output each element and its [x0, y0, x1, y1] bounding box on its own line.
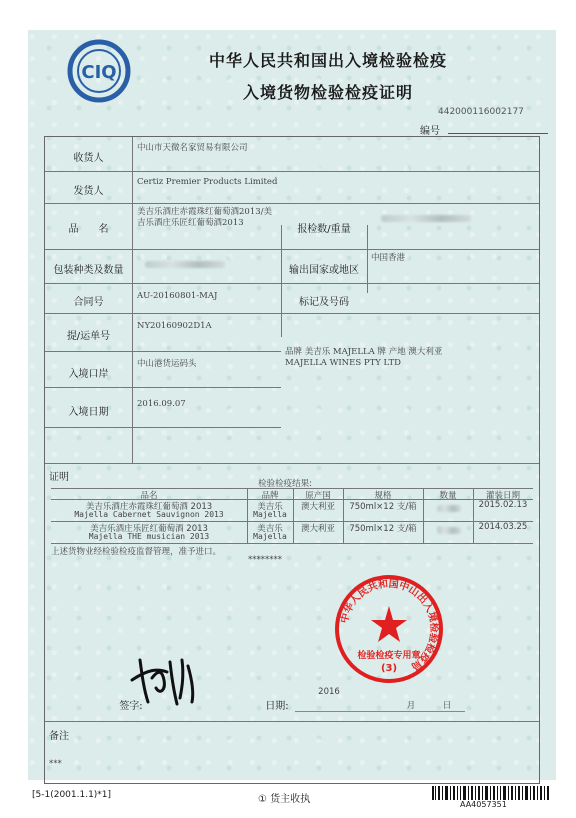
- origin-country-label: 输出国家或地区: [289, 265, 359, 276]
- sign-year: 2016: [318, 687, 340, 697]
- row2-name-en: Majella THE musician 2013: [88, 532, 210, 541]
- col-header-qty: 数量: [439, 491, 457, 501]
- results-title: 检验检疫结果:: [258, 479, 312, 489]
- remarks-label: 备注: [49, 731, 69, 742]
- consignor-value: Certiz Premier Products Limited: [137, 177, 278, 187]
- title-line-2: 入境货物检验检疫证明: [242, 83, 413, 102]
- row1-brand-en: Majella: [253, 510, 287, 519]
- results-table-bottom: [51, 543, 533, 544]
- col-header-name: 品名: [140, 491, 158, 501]
- seal-number: (3): [380, 663, 398, 674]
- col-header-fill-date: 灌装日期: [485, 491, 520, 501]
- handwritten-signature: [122, 640, 212, 710]
- goods-value: 美吉乐酒庄赤霞珠红葡萄酒2013/美吉乐酒庄乐匠红葡萄酒2013: [137, 207, 272, 228]
- consignor-label: 发货人: [73, 186, 104, 197]
- approval-statement: 上述货物业经检验检疫监督管理，准予进口。: [51, 547, 222, 557]
- form-code: [5-1(2001.1.1)*1]: [32, 790, 112, 800]
- bill-of-lading-value: NY20160902D1A: [137, 321, 212, 331]
- row2-redacted-qty: [437, 527, 461, 534]
- row-line: [45, 351, 281, 352]
- goods-label: 品 名: [68, 224, 109, 235]
- row2-fill-date: 2014.03.25: [478, 522, 528, 532]
- sign-date-label: 日期:: [265, 701, 289, 712]
- redacted-package: [145, 261, 225, 268]
- seal-star-icon: [371, 606, 407, 642]
- col-header-spec: 规格: [374, 491, 392, 501]
- sign-day: 日: [442, 701, 452, 711]
- number-underline: [448, 133, 548, 134]
- origin-country-value: 中国香港: [371, 253, 406, 263]
- row1-name-cn: 美吉乐酒庄赤霞珠红葡萄酒 2013: [85, 502, 213, 512]
- inspection-qty-label: 报检数/重量: [297, 224, 351, 235]
- row1-brand-cn: 美吉乐: [257, 502, 283, 512]
- logo-text: CIQ: [81, 62, 117, 83]
- row-line: [45, 203, 539, 204]
- entry-port-label: 入境口岸: [68, 369, 109, 380]
- mid-divider-left: [281, 225, 282, 337]
- row2-brand-cn: 美吉乐: [257, 524, 283, 534]
- row1-origin: 澳大利亚: [300, 502, 335, 512]
- row-line: [45, 427, 281, 428]
- entry-port-value: 中山港货运码头: [137, 359, 197, 369]
- signature-label: 签字:: [119, 701, 143, 712]
- entry-date-label: 入境日期: [68, 407, 109, 418]
- row2-name-cn: 美吉乐酒庄乐匠红葡萄酒 2013: [90, 524, 208, 534]
- row-line: [45, 463, 539, 464]
- entry-date-value: 2016.09.07: [137, 399, 186, 409]
- row-line: [45, 721, 539, 722]
- marks-value: 品牌 美吉乐 MAJELLA 牌 产地 澳大利亚 MAJELLA WINES PTY LTD: [285, 347, 443, 368]
- certificate-sheet: [28, 30, 556, 780]
- row1-spec: 750ml×12 支/箱: [349, 502, 417, 512]
- row1-fill-date: 2015.02.13: [478, 500, 528, 510]
- redacted-inspection-qty: [381, 215, 471, 222]
- bill-of-lading-label: 提/运单号: [66, 331, 111, 342]
- row-line: [45, 249, 539, 250]
- col-header-origin: 原产国: [305, 491, 331, 501]
- label-column-divider: [132, 137, 133, 463]
- sign-date-underline: [295, 711, 465, 712]
- copy-holder-label: ① 货主收执: [258, 794, 311, 805]
- official-seal-stamp: [334, 574, 444, 684]
- barcode: [432, 786, 550, 800]
- consignee-value: 中山市天微名家贸易有限公司: [137, 143, 248, 153]
- consignee-label: 收货人: [73, 153, 104, 164]
- statement-stars: ********: [248, 555, 282, 565]
- contract-label: 合同号: [73, 297, 104, 308]
- seal-bottom-text: 检验检疫专用章: [357, 651, 421, 661]
- serial-number: 442000116002177: [438, 107, 524, 117]
- row-line: [45, 313, 539, 314]
- contract-value: AU-20160801-MAJ: [137, 291, 218, 301]
- cert-label: 证明: [49, 472, 69, 483]
- row1-name-en: Majella Cabernet Sauvignon 2013: [74, 510, 224, 519]
- row2-brand-en: Majella: [253, 532, 287, 541]
- row2-origin: 澳大利亚: [300, 524, 335, 534]
- package-label: 包装种类及数量: [53, 265, 124, 276]
- marks-label: 标记及号码: [299, 297, 349, 308]
- row-line: [45, 171, 539, 172]
- number-label: 编号: [420, 126, 440, 137]
- row-line: [45, 387, 281, 388]
- col-header-brand: 品牌: [261, 491, 279, 501]
- barcode-number: AA4057351: [460, 800, 507, 809]
- sign-month: 月: [406, 701, 416, 711]
- remarks-stars: ***: [49, 759, 62, 769]
- row2-spec: 750ml×12 支/箱: [349, 524, 417, 534]
- seal-ring-text: 中华人民共和国中山出入境检验检疫局: [339, 578, 440, 672]
- row1-redacted-qty: [437, 505, 461, 512]
- title-line-1: 中华人民共和国出入境检验检疫: [208, 51, 447, 70]
- certificate-form: [44, 136, 540, 784]
- row-line: [45, 283, 539, 284]
- ciq-logo: [66, 38, 132, 104]
